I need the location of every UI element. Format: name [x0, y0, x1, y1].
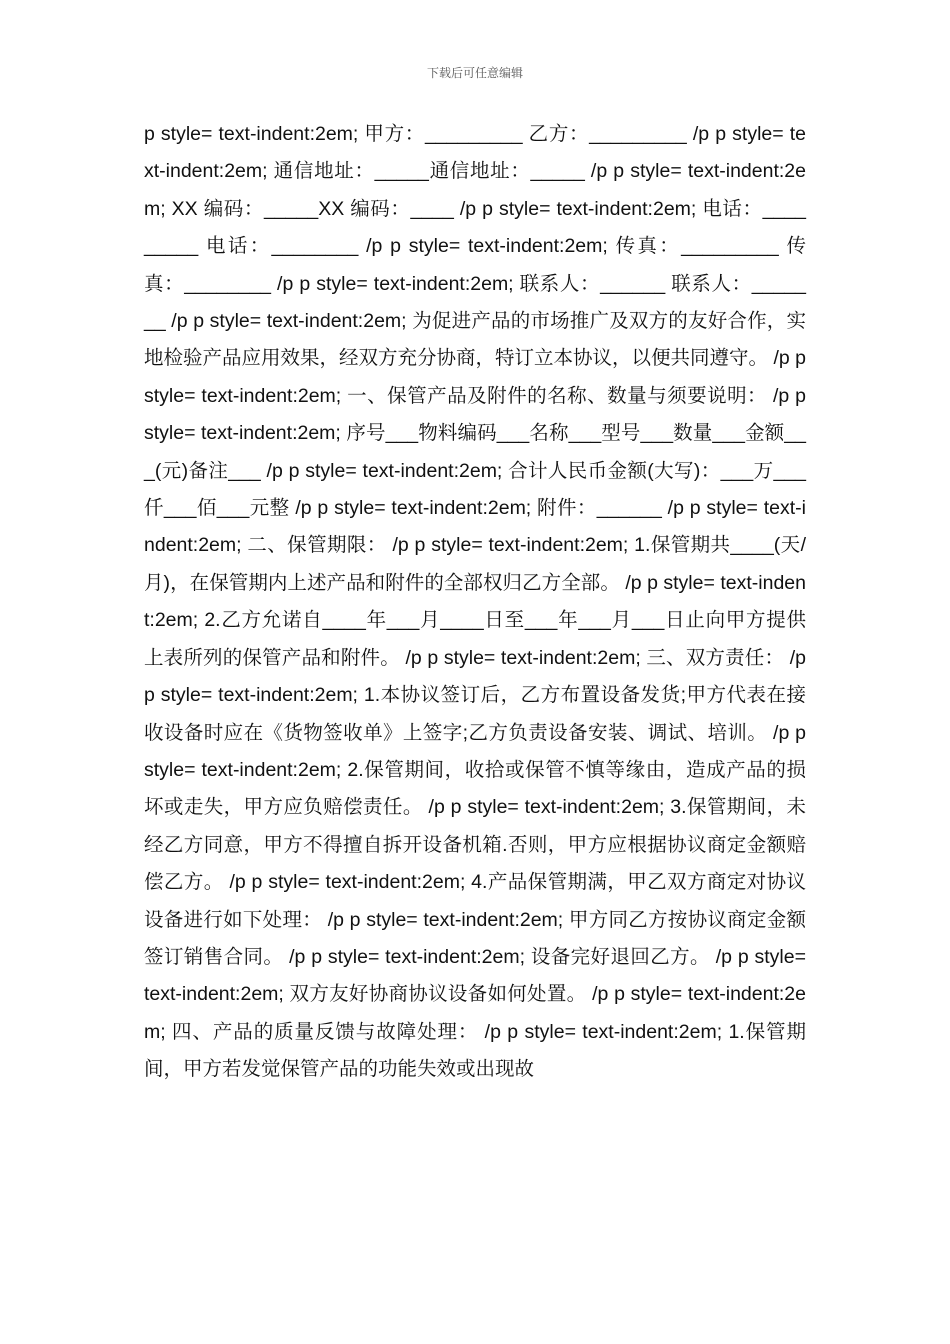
body-text: p style= text-indent:2em; 甲方：_________ 乙方：_________ /p p style= text-indent:2em; 通信地址：_____通信地址：_____ /p p style= text-indent:2em; XX 编码：_____XX 编码：____ /p p style= text-indent:2em; 电话：_________ 电话：________ /p p style= text-indent:2em; 传真：_________ 传真：________ /p p style= text-indent:2em; 联系人：______ 联系人：_______ /p p style= text-indent:2em; 为促进产品的市场推广及双方的友好合作，实地检验产品应用效果，经双方充分协商，特订立本协议，以便共同遵守。 /p p style= text-indent:2em; 一、保管产品及附件的名称、数量与须要说明： /p p style= text-indent:2em; 序号___物料编码___名称___型号___数量___金额___(元)备注___ /p p style= text-indent:2em; 合计人民币金额(大写)：___万___仟___佰___元整 /p p style= text-indent:2em; 附件：______ /p p style= text-indent:2em; 二、保管期限： /p p style= text-indent:2em; 1.保管期共____(天/月)，在保管期内上述产品和附件的全部权归乙方全部。 /p p style= text-indent:2em; 2.乙方允诺自____年___月____日至___年___月___日止向甲方提供上表所列的保管产品和附件。 /p p style= text-indent:2em; 三、双方责任： /p p style= text-indent:2em; 1.本协议签订后，乙方布置设备发货;甲方代表在接收设备时应在《货物签收单》上签字;乙方负责设备安装、调试、培训。 /p p style= text-indent:2em; 2.保管期间，收拾或保管不慎等缘由，造成产品的损坏或走失，甲方应负赔偿责任。 /p p style= text-indent:2em; 3.保管期间，未经乙方同意，甲方不得擅自拆开设备机箱.否则，甲方应根据协议商定金额赔偿乙方。 /p p style= text-indent:2em; 4.产品保管期满，甲乙双方商定对协议设备进行如下处理： /p p style= text-indent:2em; 甲方同乙方按协议商定金额签订销售合同。 /p p style= text-indent:2em; 设备完好退回乙方。 /p p style= text-indent:2em; 双方友好协商协议设备如何处置。 /p p style= text-indent:2em; 四、产品的质量反馈与故障处理： /p p style= text-indent:2em; 1.保管期间，甲方若发觉保管产品的功能失效或出现故 [144, 123, 806, 1081]
page-header: 下载后可任意编辑 [426, 66, 523, 80]
